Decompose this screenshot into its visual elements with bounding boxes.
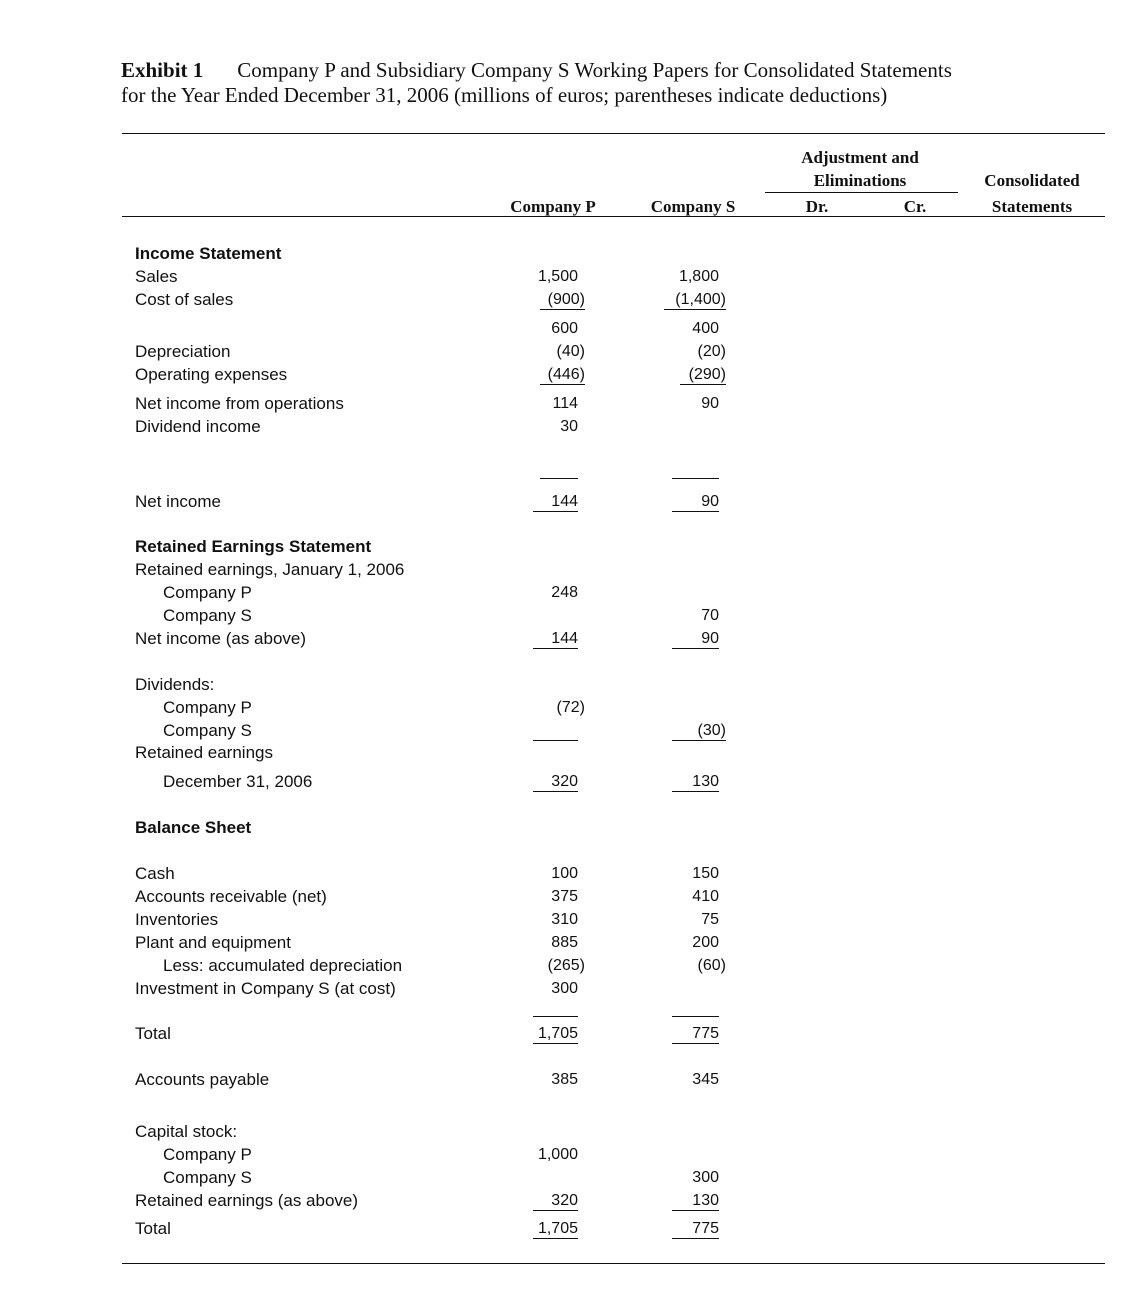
net-income-s-overline: [672, 478, 719, 479]
inventories-s: 75: [701, 911, 719, 928]
total2-s-underline: [672, 1238, 719, 1239]
header-adjust-line1: Adjustment and: [801, 148, 919, 167]
depreciation-label: Depreciation: [135, 342, 231, 361]
total-assets-s: 775: [692, 1025, 719, 1042]
dividends-company-s-value: (30): [697, 722, 726, 739]
gross-s: 400: [692, 320, 719, 337]
re-net-income-p: 144: [551, 630, 578, 647]
exhibit-title: [121, 58, 952, 108]
operating-expenses-s: (290): [688, 366, 726, 383]
sales-s: 1,800: [678, 268, 719, 285]
accounts-payable-p: 385: [551, 1071, 578, 1088]
retained-earnings-label: Retained earnings: [135, 743, 273, 762]
re-net-income-label: Net income (as above): [135, 629, 307, 648]
dividends-label: Dividends:: [135, 675, 215, 694]
total-liabilities-p: 1,705: [537, 1220, 578, 1237]
capital-stock-label: Capital stock:: [135, 1122, 238, 1141]
cost-of-sales-s-underline: [664, 309, 726, 310]
header-consolidated-line2: Statements: [991, 197, 1073, 216]
exhibit-number: Exhibit 1: [121, 58, 204, 82]
operating-expenses-p: (446): [547, 366, 585, 383]
re-company-s-label: Company S: [163, 606, 252, 625]
total-assets-label: Total: [135, 1024, 171, 1043]
cash-p: 100: [551, 865, 578, 882]
capital-company-p-value: 1,000: [537, 1146, 578, 1163]
total1-s-overline: [672, 1016, 719, 1017]
header-cr: Cr.: [903, 197, 927, 216]
accumulated-depreciation-s: (60): [697, 957, 726, 974]
re-net-income-p-underline: [533, 648, 578, 649]
re-net-income-s-underline: [672, 648, 719, 649]
dividends-company-s-label: Company S: [163, 721, 252, 740]
gross-p: 600: [551, 320, 578, 337]
net-income-p-overline: [540, 478, 578, 479]
operating-expenses-s-underline: [680, 384, 726, 385]
re-company-p-label: Company P: [163, 583, 252, 602]
balance-sheet-title: Balance Sheet: [135, 818, 252, 837]
header-company-p: Company P: [510, 197, 596, 216]
cost-of-sales-p-underline: [540, 309, 585, 310]
dividend-income-label: Dividend income: [135, 417, 261, 436]
header-adjust-rule: [765, 192, 958, 193]
top-rule: [122, 133, 1105, 134]
accumulated-depreciation-p: (265): [547, 957, 585, 974]
retained-earnings-jan-label: Retained earnings, January 1, 2006: [135, 560, 405, 579]
total-assets-p: 1,705: [537, 1025, 578, 1042]
capital-company-s-value: 300: [692, 1169, 719, 1186]
re-as-above-p-underline: [533, 1210, 578, 1211]
re-as-above-label: Retained earnings (as above): [135, 1191, 359, 1210]
inventories-label: Inventories: [135, 910, 219, 929]
inventories-p: 310: [551, 911, 578, 928]
sales-p: 1,500: [537, 268, 578, 285]
dividends-p-underline: [533, 740, 578, 741]
net-income-p-underline: [533, 511, 578, 512]
total1-p-overline: [533, 1016, 578, 1017]
depreciation-p: (40): [556, 343, 585, 360]
investment-label: Investment in Company S (at cost): [135, 979, 396, 998]
re-dec-s-underline: [672, 791, 719, 792]
header-bottom-rule: [122, 216, 1105, 217]
exhibit-title-line2: for the Year Ended December 31, 2006 (millions of euros; parentheses indicate deductions): [121, 83, 888, 107]
total1-p-underline: [533, 1043, 578, 1044]
accounts-receivable-p: 375: [551, 888, 578, 905]
cost-of-sales-label: Cost of sales: [135, 290, 234, 309]
re-dec-p-underline: [533, 791, 578, 792]
exhibit-title-line1: Company P and Subsidiary Company S Working Papers for Consolidated Statements: [237, 58, 952, 82]
net-income-p: 144: [551, 493, 578, 510]
cost-of-sales-s: (1,400): [675, 291, 726, 308]
accounts-payable-s: 345: [692, 1071, 719, 1088]
net-income-from-operations-label: Net income from operations: [135, 394, 344, 413]
accounts-receivable-label: Accounts receivable (net): [135, 887, 327, 906]
re-as-above-s-underline: [672, 1210, 719, 1211]
dividends-company-p-label: Company P: [163, 698, 252, 717]
capital-company-p-label: Company P: [163, 1145, 252, 1164]
accumulated-depreciation-label: Less: accumulated depreciation: [163, 956, 403, 975]
re-dec-p: 320: [551, 773, 578, 790]
capital-company-s-label: Company S: [163, 1168, 252, 1187]
plant-equipment-label: Plant and equipment: [135, 933, 291, 952]
cash-s: 150: [692, 865, 719, 882]
re-as-above-p: 320: [551, 1192, 578, 1209]
bottom-rule: [122, 1263, 1105, 1264]
header-dr: Dr.: [805, 197, 829, 216]
header-adjust-line2: Eliminations: [813, 171, 907, 190]
re-dec-s: 130: [692, 773, 719, 790]
re-as-above-s: 130: [692, 1192, 719, 1209]
net-income-from-operations-s: 90: [701, 395, 719, 412]
total1-s-underline: [672, 1043, 719, 1044]
net-income-s: 90: [701, 493, 719, 510]
cost-of-sales-p: (900): [547, 291, 585, 308]
accounts-payable-label: Accounts payable: [135, 1070, 270, 1089]
dividend-income-p: 30: [560, 418, 578, 435]
header-company-s: Company S: [650, 197, 736, 216]
total2-p-underline: [533, 1238, 578, 1239]
retained-earnings-statement-title: Retained Earnings Statement: [135, 537, 372, 556]
re-company-s-value: 70: [701, 607, 719, 624]
operating-expenses-p-underline: [540, 384, 585, 385]
re-net-income-s: 90: [701, 630, 719, 647]
depreciation-s: (20): [697, 343, 726, 360]
dividends-s-underline: [672, 740, 726, 741]
net-income-from-operations-p: 114: [552, 395, 578, 412]
cash-label: Cash: [135, 864, 175, 883]
plant-equipment-s: 200: [692, 934, 719, 951]
re-company-p-value: 248: [551, 584, 578, 601]
header-consolidated-line1: Consolidated: [984, 171, 1080, 190]
operating-expenses-label: Operating expenses: [135, 365, 288, 384]
december-31-label: December 31, 2006: [163, 772, 313, 791]
plant-equipment-p: 885: [551, 934, 578, 951]
investment-p: 300: [551, 980, 578, 997]
total-liabilities-label: Total: [135, 1219, 171, 1238]
sales-label: Sales: [135, 267, 178, 286]
net-income-label: Net income: [135, 492, 221, 511]
income-statement-title: Income Statement: [135, 244, 282, 263]
accounts-receivable-s: 410: [692, 888, 719, 905]
net-income-s-underline: [672, 511, 719, 512]
dividends-company-p-value: (72): [556, 699, 585, 716]
total-liabilities-s: 775: [692, 1220, 719, 1237]
